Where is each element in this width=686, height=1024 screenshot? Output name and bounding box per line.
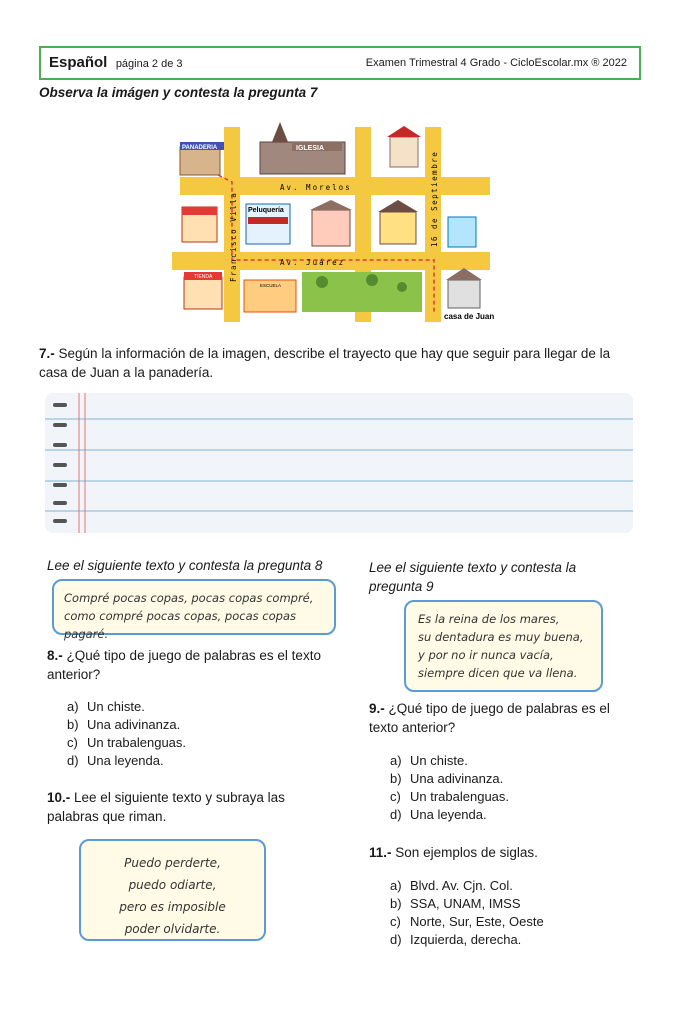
question-11-text: Son ejemplos de siglas. [395,845,538,860]
option-8c[interactable]: c) Un trabalenguas. [67,735,187,750]
school-label: ESCUELA [260,283,282,288]
text-10-box [79,839,266,941]
text-8-box [52,579,336,641]
text-8-line-1: Compré pocas copas, pocas copas compré, [64,591,314,605]
option-11c[interactable]: c) Norte, Sur, Este, Oeste [390,914,544,929]
answer-lines[interactable] [45,393,633,533]
label-morelos: Av. Morelos [280,183,352,192]
option-9b[interactable]: b) Una adivinanza. [390,771,504,786]
town-map [172,122,512,322]
page-number: página 2 de 3 [115,58,183,70]
instruction-7: Observa la imágen y contesta la pregunta 7 [39,85,318,100]
question-11-options [390,877,544,949]
text-9-box [404,600,603,692]
text-9-line-1: Es la reina de los mares, [418,612,560,626]
question-9-text: ¿Qué tipo de juego de palabras es el texto anterior? [369,701,610,735]
question-10-number: 10.- [47,790,71,805]
subject-title: Español [49,54,108,71]
barbershop-building [246,204,290,244]
question-11 [369,843,639,862]
school-building [244,280,296,312]
instruction-8: Lee el siguiente texto y contesta la pregunta 8 [47,558,323,573]
question-7-text: Según la información de la imagen, describe el trayecto que hay que seguir para llegar de la casa de Juan a la panadería. [39,346,611,380]
question-8-text: ¿Qué tipo de juego de palabras es el texto anterior? [47,648,321,682]
question-8-number: 8.- [47,648,63,663]
exam-title: Examen Trimestral 4 Grado - CicloEscolar.mx ® 2022 [365,57,627,69]
text-8-line-2: como compré pocas copas, pocas copas pagaré. [64,609,296,641]
question-9 [369,699,639,737]
text-10-line-1: Puedo perderte, [124,856,221,870]
page-header [39,46,641,80]
question-8-options [67,698,186,770]
text-9-line-2: su dentadura es muy buena, [418,630,584,644]
label-villa: Francisco Villa [229,191,238,282]
option-11a[interactable]: a) Blvd. Av. Cjn. Col. [390,878,513,893]
question-11-number: 11.- [369,845,392,860]
option-9c[interactable]: c) Un trabalenguas. [390,789,510,804]
question-10-text: Lee el siguiente texto y subraya las palabras que riman. [47,790,285,824]
option-9d[interactable]: d) Una leyenda. [390,807,487,822]
question-10 [47,788,337,826]
bakery-label: PANADERIA [182,145,218,151]
instruction-9: Lee el siguiente texto y contesta la pregunta 9 [369,560,577,594]
option-8b[interactable]: b) Una adivinanza. [67,717,181,732]
text-9-line-3: y por no ir nunca vacía, [418,648,554,662]
header-left [49,54,182,72]
tower-building [448,217,476,247]
text-10-line-2: puedo odiarte, [128,878,217,892]
label-casa-juan: casa de Juan [444,312,495,321]
label-juarez: Av. Juárez [280,258,346,267]
option-8a[interactable]: a) Un chiste. [67,699,145,714]
option-11d[interactable]: d) Izquierda, derecha. [390,932,522,947]
text-10-line-3: pero es imposible [119,900,226,914]
question-8 [47,646,347,684]
question-7-number: 7.- [39,346,55,361]
option-11b[interactable]: b) SSA, UNAM, IMSS [390,896,521,911]
question-7 [39,344,639,382]
label-septiembre: 16 de Septiembre [430,150,439,247]
store-label: TIENDA [194,274,213,280]
option-8d[interactable]: d) Una leyenda. [67,753,164,768]
store-bottom [184,272,222,309]
text-10-line-4: poder olvidarte. [124,922,221,936]
question-9-options [390,752,509,824]
barbershop-label: Peluquería [248,207,284,214]
bakery-building [180,142,224,175]
option-9a[interactable]: a) Un chiste. [390,753,468,768]
text-9-line-4: siempre dicen que va llena. [418,666,578,680]
church-label: IGLESIA [296,145,325,152]
question-9-number: 9.- [369,701,385,716]
store-left [182,207,217,242]
